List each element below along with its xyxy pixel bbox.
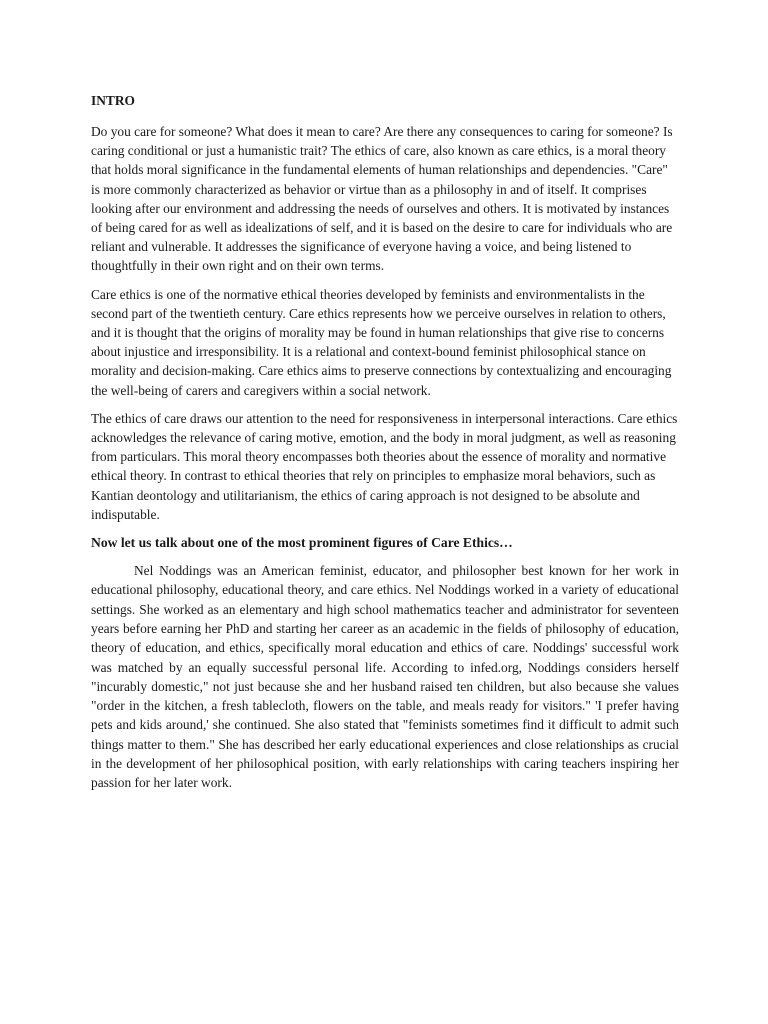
document-page <box>91 91 679 802</box>
intro-paragraph-3: The ethics of care draws our attention to the need for responsiveness in interpersonal interactions. Care ethics acknowledges the relevance of caring motive, emotion, and the body in moral judgment, as well as reasoning from particulars. This moral theory encompasses both theories about the essence of morality and normative ethical theory. In contrast to ethical theories that rely on principles to emphasize moral behaviors, such as Kantian deontology and utilitarianism, the ethics of caring approach is not designed to be absolute and indisputable. <box>91 410 678 522</box>
noddings-paragraph: Nel Noddings was an American feminist, educator, and philosopher best known for her work in educational philosophy, educational theory, and care ethics. Nel Noddings worked in a variety of educational settings. She worked as an elementary and high school mathematics teacher and administrator for seventeen years before earning her PhD and starting her career as an academic in the fields of philosophy of education, theory of education, and ethics, specifically moral education and ethics of care. Noddings' successful work was matched by an equally successful personal life. According to infed.org, Noddings considers herself "incurably domestic," not just because she and her husband raised ten children, but also because she values "order in the kitchen, a fresh tablecloth, flowers on the table, and meals ready for visitors." 'I prefer having pets and kids around,' she continued. She also stated that "feminists sometimes find it difficult to admit such things matter to them." She has described her early educational experiences and close relationships as crucial in the development of her philosophical position, with early relationships with caring teachers inspiring her passion for her later work. <box>91 563 679 791</box>
section-heading-intro: INTRO <box>91 93 135 108</box>
intro-paragraph-1: Do you care for someone? What does it mean to care? Are there any consequences to caring for someone? Is caring conditional or just a humanistic trait? The ethics of care, also known as care ethics, is a moral theory that holds moral significance in the fundamental elements of human relationships and dependencies. "Care" is more commonly characterized as behavior or virtue than as a philosophy in and of itself. It comprises looking after our environment and addressing the needs of ourselves and others. It is motivated by instances of being cared for as well as idealizations of self, and it is based on the desire to care for individuals who are reliant and vulnerable. It addresses the significance of everyone having a voice, and being listened to thoughtfully in their own right and on their own terms. <box>91 124 673 274</box>
intro-paragraph-2: Care ethics is one of the normative ethical theories developed by feminists and environmentalists in the second part of the twentieth century. Care ethics represents how we perceive ourselves in relation to others, and it is thought that the origins of morality may be found in human relationships that give rise to concerns about injustice and irresponsibility. It is a relational and context-bound feminist philosophical stance on morality and decision-making. Care ethics aims to preserve connections by contextualizing and encouraging the well-being of carers and caregivers within a social network. <box>91 286 672 398</box>
section-subheading-figures: Now let us talk about one of the most prominent figures of Care Ethics… <box>91 535 513 551</box>
